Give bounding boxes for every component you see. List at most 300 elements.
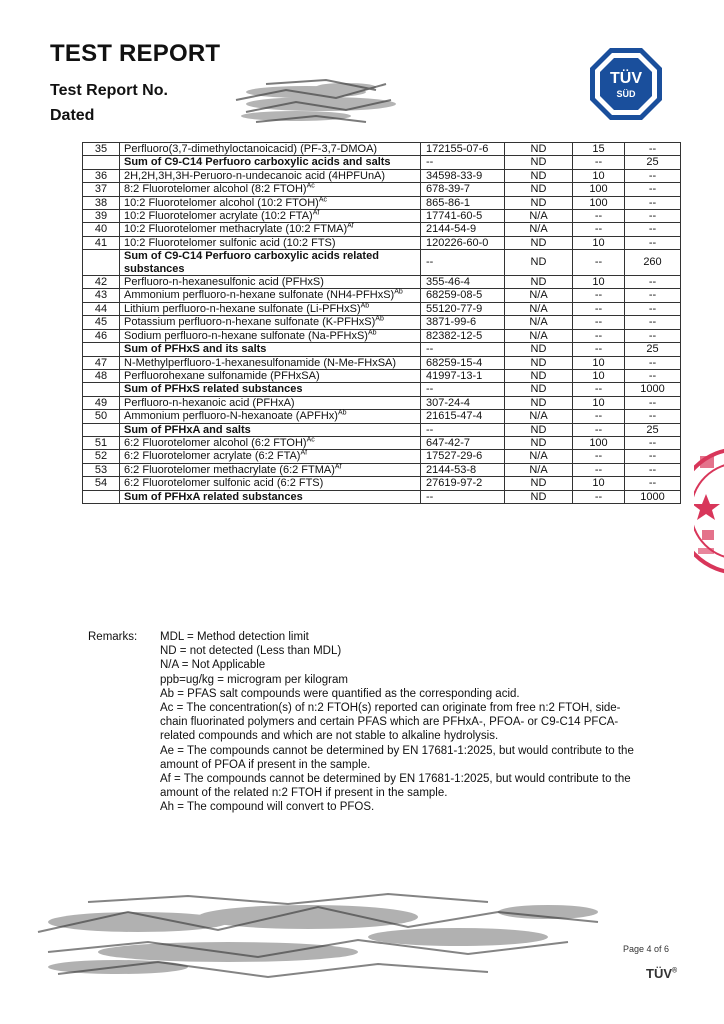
limit-value bbox=[625, 410, 681, 423]
result-value bbox=[505, 463, 573, 476]
result-value-text: ND bbox=[530, 183, 547, 196]
substance-name-text: Sodium perfluoro-n-hexane sulfonate (Na-PFHxS) bbox=[124, 329, 368, 342]
footer-tuv-logo bbox=[646, 966, 677, 981]
limit-value bbox=[625, 423, 681, 436]
table-row bbox=[83, 276, 681, 289]
mdl-value-text: -- bbox=[594, 423, 603, 436]
limit-value-text: -- bbox=[648, 236, 657, 249]
remark-line: Ah = The compound will convert to PFOS. bbox=[160, 801, 375, 814]
footnote-marker: Ac bbox=[306, 182, 315, 190]
mdl-value bbox=[573, 343, 625, 356]
limit-value bbox=[625, 396, 681, 409]
footnote-marker: Af bbox=[300, 449, 308, 457]
cas-number-text: 68259-15-4 bbox=[426, 356, 483, 369]
result-value-text: ND bbox=[530, 236, 547, 249]
substance-name-text: Potassium perfluoro-n-hexane sulfonate (K-PFHxS) bbox=[124, 316, 376, 329]
limit-value bbox=[625, 276, 681, 289]
limit-value-text: -- bbox=[648, 369, 657, 382]
table-row bbox=[83, 369, 681, 382]
substance-name-text: Ammonium perfluoro-n-hexane sulfonate (NH4-PFHxS) bbox=[124, 289, 395, 302]
results-table bbox=[82, 142, 681, 504]
row-number-text: 49 bbox=[94, 396, 108, 409]
footnote-marker: Af bbox=[334, 463, 342, 471]
row-number bbox=[83, 490, 120, 503]
limit-value bbox=[625, 223, 681, 236]
result-value-text: N/A bbox=[529, 223, 548, 236]
result-value bbox=[505, 410, 573, 423]
result-value-text: ND bbox=[530, 477, 547, 490]
limit-value-text: -- bbox=[648, 143, 657, 155]
remark-line: Ae = The compounds cannot be determined by EN 17681-1:2025, but would contribute to the bbox=[160, 744, 634, 757]
substance-name bbox=[120, 289, 421, 302]
mdl-value bbox=[573, 329, 625, 342]
result-value-text: ND bbox=[530, 356, 547, 369]
mdl-value bbox=[573, 316, 625, 329]
mdl-value bbox=[573, 289, 625, 302]
row-number-text: 53 bbox=[94, 463, 108, 476]
remark-line: Af = The compounds cannot be determined by EN 17681-1:2025, but would contribute to the bbox=[160, 773, 631, 786]
mdl-value-text: -- bbox=[594, 329, 603, 342]
mdl-value-text: 10 bbox=[592, 276, 605, 289]
result-value-text: N/A bbox=[529, 289, 548, 302]
table-row bbox=[83, 223, 681, 236]
mdl-value-text: 10 bbox=[592, 369, 605, 382]
mdl-value-text: -- bbox=[594, 383, 603, 396]
cas-number bbox=[421, 450, 505, 463]
result-value bbox=[505, 423, 573, 436]
substance-name bbox=[120, 490, 421, 503]
cas-number-text: 3871-99-6 bbox=[426, 316, 477, 329]
limit-value bbox=[625, 463, 681, 476]
substance-name-text: Sum of C9-C14 Perfuoro carboxylic acids and salts bbox=[124, 156, 391, 169]
substance-name-text: Perfluoro(3,7-dimethyloctanoicacid) (PF-3,7-DMOA) bbox=[124, 143, 378, 155]
cas-number bbox=[421, 463, 505, 476]
cas-number bbox=[421, 250, 505, 276]
result-value-text: N/A bbox=[529, 316, 548, 329]
limit-value bbox=[625, 490, 681, 503]
limit-value-text: -- bbox=[648, 316, 657, 329]
limit-value-text: -- bbox=[648, 210, 657, 223]
cas-number bbox=[421, 343, 505, 356]
cas-number bbox=[421, 143, 505, 156]
substance-name-text: 2H,2H,3H,3H-Peruoro-n-undecanoic acid (4HPFUnA) bbox=[124, 169, 386, 182]
row-number-text: 36 bbox=[94, 169, 108, 182]
substance-name bbox=[120, 143, 421, 156]
limit-value-text: -- bbox=[648, 183, 657, 196]
limit-value-text: -- bbox=[648, 450, 657, 463]
remarks-list bbox=[160, 630, 680, 815]
substance-name-text: 6:2 Fluorotelomer methacrylate (6:2 FTMA) bbox=[124, 463, 335, 476]
substance-name bbox=[120, 196, 421, 209]
cas-number bbox=[421, 383, 505, 396]
row-number bbox=[83, 329, 120, 342]
mdl-value bbox=[573, 490, 625, 503]
limit-value bbox=[625, 210, 681, 223]
mdl-value-text: 100 bbox=[589, 196, 608, 209]
cas-number bbox=[421, 410, 505, 423]
table-row bbox=[83, 183, 681, 196]
substance-name-text: 10:2 Fluorotelomer methacrylate (10:2 FTMA) bbox=[124, 223, 348, 236]
substance-name-text: 8:2 Fluorotelomer alcohol (8:2 FTOH) bbox=[124, 183, 307, 196]
summary-row bbox=[83, 343, 681, 356]
dated-label: Dated bbox=[50, 107, 95, 124]
mdl-value bbox=[573, 463, 625, 476]
substance-name bbox=[120, 302, 421, 315]
limit-value-text: -- bbox=[648, 396, 657, 409]
row-number-text: 38 bbox=[94, 196, 108, 209]
results-table-body bbox=[83, 143, 681, 504]
substance-name-text: Lithium perfluoro-n-hexane sulfonate (Li-PFHxS) bbox=[124, 302, 361, 315]
row-number-text: 50 bbox=[94, 410, 108, 423]
substance-name bbox=[120, 223, 421, 236]
substance-name-text: 10:2 Fluorotelomer alcohol (10:2 FTOH) bbox=[124, 196, 319, 209]
table-row bbox=[83, 329, 681, 342]
cas-number bbox=[421, 210, 505, 223]
mdl-value bbox=[573, 450, 625, 463]
mdl-value-text: -- bbox=[594, 156, 603, 169]
cas-number bbox=[421, 396, 505, 409]
footnote-marker: Ab bbox=[360, 302, 370, 310]
summary-row bbox=[83, 250, 681, 276]
limit-value-text: 1000 bbox=[640, 383, 665, 396]
substance-name bbox=[120, 183, 421, 196]
mdl-value bbox=[573, 410, 625, 423]
mdl-value bbox=[573, 169, 625, 182]
substance-name bbox=[120, 396, 421, 409]
result-value-text: N/A bbox=[529, 302, 548, 315]
result-value-text: ND bbox=[530, 383, 547, 396]
row-number bbox=[83, 210, 120, 223]
row-number-text: 44 bbox=[94, 302, 108, 315]
mdl-value bbox=[573, 369, 625, 382]
cas-number-text: 27619-97-2 bbox=[426, 477, 483, 490]
cas-number-text: -- bbox=[426, 256, 434, 269]
row-number bbox=[83, 223, 120, 236]
mdl-value-text: 10 bbox=[592, 396, 605, 409]
limit-value bbox=[625, 316, 681, 329]
substance-name-text: Sum of PFHxS and its salts bbox=[124, 343, 267, 356]
limit-value-text: -- bbox=[648, 356, 657, 369]
table-row bbox=[83, 356, 681, 369]
result-value-text: N/A bbox=[529, 410, 548, 423]
result-value bbox=[505, 302, 573, 315]
cas-number bbox=[421, 302, 505, 315]
row-number bbox=[83, 236, 120, 249]
cas-number-text: 21615-47-4 bbox=[426, 410, 483, 423]
row-number bbox=[83, 463, 120, 476]
substance-name-text: Perfluorohexane sulfonamide (PFHxSA) bbox=[124, 369, 320, 382]
substance-name bbox=[120, 436, 421, 449]
row-number bbox=[83, 450, 120, 463]
row-number-text: 40 bbox=[94, 223, 108, 236]
result-value bbox=[505, 343, 573, 356]
redaction-scribble-bottom bbox=[28, 882, 618, 992]
registered-mark: ® bbox=[672, 967, 678, 975]
remark-line: ND = not detected (Less than MDL) bbox=[160, 645, 342, 658]
mdl-value bbox=[573, 183, 625, 196]
limit-value bbox=[625, 329, 681, 342]
limit-value bbox=[625, 196, 681, 209]
limit-value bbox=[625, 143, 681, 156]
cas-number bbox=[421, 196, 505, 209]
cas-number-text: 355-46-4 bbox=[426, 276, 471, 289]
cas-number bbox=[421, 356, 505, 369]
footnote-marker: Ac bbox=[306, 436, 315, 444]
substance-name-text: 6:2 Fluorotelomer acrylate (6:2 FTA) bbox=[124, 450, 301, 463]
substance-name-text: Perfluoro-n-hexanesulfonic acid (PFHxS) bbox=[124, 276, 324, 289]
remark-line: related compounds and which are not stable to alkaline hydrolysis. bbox=[160, 730, 499, 743]
row-number bbox=[83, 423, 120, 436]
limit-value bbox=[625, 450, 681, 463]
result-value bbox=[505, 210, 573, 223]
substance-name bbox=[120, 356, 421, 369]
cas-number bbox=[421, 223, 505, 236]
remarks-label: Remarks: bbox=[88, 631, 138, 643]
remark-line: ppb=ug/kg = microgram per kilogram bbox=[160, 673, 348, 686]
result-value bbox=[505, 316, 573, 329]
substance-name bbox=[120, 250, 421, 276]
limit-value-text: -- bbox=[648, 302, 657, 315]
substance-name bbox=[120, 276, 421, 289]
mdl-value-text: -- bbox=[594, 343, 603, 356]
result-value bbox=[505, 276, 573, 289]
footnote-marker: Ac bbox=[318, 195, 327, 203]
mdl-value-text: -- bbox=[594, 302, 603, 315]
cas-number-text: 17527-29-6 bbox=[426, 450, 483, 463]
limit-value-text: 1000 bbox=[640, 490, 665, 503]
result-value bbox=[505, 289, 573, 302]
row-number bbox=[83, 343, 120, 356]
mdl-value bbox=[573, 302, 625, 315]
mdl-value-text: -- bbox=[594, 210, 603, 223]
limit-value-text: -- bbox=[648, 463, 657, 476]
substance-name bbox=[120, 477, 421, 490]
mdl-value-text: -- bbox=[594, 223, 603, 236]
report-title: TEST REPORT bbox=[50, 40, 221, 67]
substance-name-text: Sum of PFHxS related substances bbox=[124, 383, 303, 396]
mdl-value-text: 10 bbox=[592, 356, 605, 369]
limit-value bbox=[625, 289, 681, 302]
result-value bbox=[505, 436, 573, 449]
table-row bbox=[83, 410, 681, 423]
limit-value bbox=[625, 369, 681, 382]
cas-number-text: 2144-53-8 bbox=[426, 463, 477, 476]
mdl-value bbox=[573, 143, 625, 156]
result-value bbox=[505, 356, 573, 369]
limit-value bbox=[625, 477, 681, 490]
mdl-value-text: -- bbox=[594, 289, 603, 302]
cas-number-text: 68259-08-5 bbox=[426, 289, 483, 302]
summary-row bbox=[83, 156, 681, 169]
substance-name-text: 10:2 Fluorotelomer acrylate (10:2 FTA) bbox=[124, 210, 313, 223]
row-number-text: 52 bbox=[94, 450, 108, 463]
cas-number bbox=[421, 490, 505, 503]
table-row bbox=[83, 302, 681, 315]
substance-name-text: Sum of C9-C14 Perfuoro carboxylic acids related substances bbox=[124, 250, 379, 275]
red-seal-stamp bbox=[694, 436, 724, 586]
cas-number-text: 120226-60-0 bbox=[426, 236, 489, 249]
limit-value-text: -- bbox=[648, 289, 657, 302]
limit-value bbox=[625, 383, 681, 396]
substance-name bbox=[120, 343, 421, 356]
limit-value bbox=[625, 302, 681, 315]
cas-number-text: -- bbox=[426, 490, 434, 503]
footer-logo-text: TÜV bbox=[646, 966, 672, 981]
substance-name-text: 10:2 Fluorotelomer sulfonic acid (10:2 FTS) bbox=[124, 236, 336, 249]
row-number bbox=[83, 196, 120, 209]
result-value-text: N/A bbox=[529, 329, 548, 342]
limit-value-text: -- bbox=[648, 276, 657, 289]
result-value-text: ND bbox=[530, 423, 547, 436]
cas-number bbox=[421, 289, 505, 302]
row-number-text: 35 bbox=[94, 143, 108, 155]
summary-row bbox=[83, 423, 681, 436]
limit-value-text: -- bbox=[648, 477, 657, 490]
mdl-value bbox=[573, 423, 625, 436]
result-value-text: ND bbox=[530, 143, 547, 155]
row-number bbox=[83, 250, 120, 276]
result-value-text: N/A bbox=[529, 463, 548, 476]
cas-number-text: 172155-07-6 bbox=[426, 143, 489, 155]
substance-name bbox=[120, 236, 421, 249]
row-number bbox=[83, 477, 120, 490]
row-number-text: 47 bbox=[94, 356, 108, 369]
limit-value-text: 260 bbox=[643, 256, 662, 269]
result-value bbox=[505, 396, 573, 409]
substance-name bbox=[120, 329, 421, 342]
cas-number-text: 647-42-7 bbox=[426, 436, 471, 449]
substance-name bbox=[120, 210, 421, 223]
limit-value-text: 25 bbox=[646, 343, 659, 356]
footnote-marker: Ab bbox=[394, 288, 403, 296]
limit-value bbox=[625, 250, 681, 276]
cas-number bbox=[421, 156, 505, 169]
result-value-text: ND bbox=[530, 156, 547, 169]
limit-value-text: 25 bbox=[646, 156, 659, 169]
substance-name-text: Sum of PFHxA related substances bbox=[124, 490, 303, 503]
mdl-value-text: -- bbox=[594, 256, 603, 269]
table-row bbox=[83, 436, 681, 449]
result-value-text: ND bbox=[530, 396, 547, 409]
row-number bbox=[83, 396, 120, 409]
substance-name bbox=[120, 316, 421, 329]
cas-number-text: 82382-12-5 bbox=[426, 329, 483, 342]
table-row bbox=[83, 396, 681, 409]
substance-name bbox=[120, 463, 421, 476]
mdl-value bbox=[573, 156, 625, 169]
remark-line: amount of the related n:2 FTOH if present in the sample. bbox=[160, 787, 448, 800]
table-row bbox=[83, 289, 681, 302]
limit-value bbox=[625, 343, 681, 356]
remark-line: amount of PFOA if present in the sample. bbox=[160, 758, 371, 771]
row-number bbox=[83, 302, 120, 315]
table-row bbox=[83, 236, 681, 249]
row-number bbox=[83, 276, 120, 289]
substance-name-text: Sum of PFHxA and salts bbox=[124, 423, 251, 436]
row-number bbox=[83, 289, 120, 302]
mdl-value-text: -- bbox=[594, 463, 603, 476]
result-value-text: ND bbox=[530, 196, 547, 209]
substance-name-text: 6:2 Fluorotelomer sulfonic acid (6:2 FTS) bbox=[124, 477, 324, 490]
table-row bbox=[83, 196, 681, 209]
mdl-value bbox=[573, 477, 625, 490]
row-number bbox=[83, 156, 120, 169]
limit-value bbox=[625, 436, 681, 449]
substance-name bbox=[120, 169, 421, 182]
row-number-text: 51 bbox=[94, 436, 108, 449]
remark-line: chain fluorinated polymers and certain PFAS which are PFHxA-, PFOA- or C9-C14 PFCA- bbox=[160, 716, 619, 729]
mdl-value-text: 10 bbox=[592, 236, 605, 249]
table-row bbox=[83, 169, 681, 182]
cas-number bbox=[421, 423, 505, 436]
substance-name bbox=[120, 410, 421, 423]
cas-number bbox=[421, 276, 505, 289]
row-number bbox=[83, 383, 120, 396]
footnote-marker: Ab bbox=[337, 409, 347, 417]
mdl-value bbox=[573, 396, 625, 409]
result-value bbox=[505, 143, 573, 156]
remark-line: Ac = The concentration(s) of n:2 FTOH(s) reported can originate from free n:2 FTOH, side- bbox=[160, 702, 621, 715]
mdl-value-text: 100 bbox=[589, 183, 608, 196]
mdl-value bbox=[573, 250, 625, 276]
result-value-text: N/A bbox=[529, 450, 548, 463]
footnote-marker: Af bbox=[347, 222, 354, 230]
substance-name bbox=[120, 450, 421, 463]
result-value bbox=[505, 236, 573, 249]
cas-number-text: 865-86-1 bbox=[426, 196, 471, 209]
row-number-text: 54 bbox=[94, 477, 108, 490]
result-value bbox=[505, 329, 573, 342]
logo-bottom-text: SÜD bbox=[616, 89, 636, 99]
cas-number bbox=[421, 236, 505, 249]
row-number-text: 39 bbox=[94, 210, 108, 223]
substance-name-text: 6:2 Fluorotelomer alcohol (6:2 FTOH) bbox=[124, 436, 307, 449]
table-row bbox=[83, 477, 681, 490]
cas-number-text: 2144-54-9 bbox=[426, 223, 477, 236]
cas-number-text: 307-24-4 bbox=[426, 396, 471, 409]
remark-line: Ab = PFAS salt compounds were quantified as the corresponding acid. bbox=[160, 687, 520, 700]
remark-line: MDL = Method detection limit bbox=[160, 631, 309, 643]
footnote-marker: Ab bbox=[367, 329, 377, 337]
tuv-sud-logo bbox=[588, 46, 664, 122]
row-number bbox=[83, 169, 120, 182]
result-value-text: ND bbox=[530, 256, 547, 269]
result-value-text: ND bbox=[530, 343, 547, 356]
result-value bbox=[505, 196, 573, 209]
cas-number-text: 17741-60-5 bbox=[426, 210, 483, 223]
result-value bbox=[505, 383, 573, 396]
mdl-value bbox=[573, 436, 625, 449]
table-row bbox=[83, 316, 681, 329]
row-number bbox=[83, 143, 120, 156]
limit-value-text: -- bbox=[648, 223, 657, 236]
row-number bbox=[83, 369, 120, 382]
result-value bbox=[505, 156, 573, 169]
substance-name-text: Ammonium perfluoro-N-hexanoate (APFHx) bbox=[124, 410, 338, 423]
limit-value-text: -- bbox=[648, 329, 657, 342]
cas-number-text: -- bbox=[426, 423, 434, 436]
result-value bbox=[505, 477, 573, 490]
cas-number bbox=[421, 316, 505, 329]
result-value bbox=[505, 250, 573, 276]
result-value-text: N/A bbox=[529, 210, 548, 223]
mdl-value-text: -- bbox=[594, 450, 603, 463]
cas-number bbox=[421, 169, 505, 182]
cas-number-text: -- bbox=[426, 383, 434, 396]
cas-number-text: 41997-13-1 bbox=[426, 369, 483, 382]
mdl-value bbox=[573, 236, 625, 249]
limit-value-text: -- bbox=[648, 196, 657, 209]
